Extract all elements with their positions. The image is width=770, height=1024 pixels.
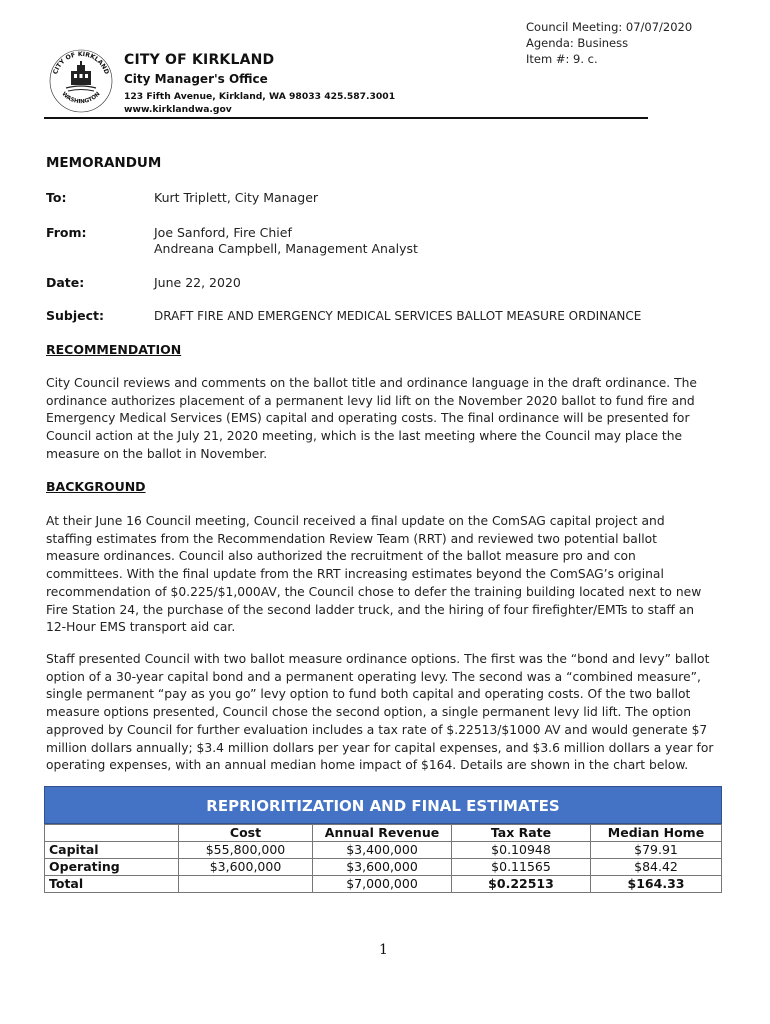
table-cell: $3,600,000 (179, 859, 313, 876)
table-cell: $164.33 (591, 876, 722, 893)
table-cell: $0.11565 (452, 859, 591, 876)
table-cell: $3,600,000 (313, 859, 452, 876)
header-divider (44, 117, 648, 119)
from-line-1: Joe Sanford, Fire Chief (154, 225, 292, 240)
table-header-row (45, 825, 722, 842)
subject-label: Subject: (46, 308, 104, 323)
table-row (45, 876, 722, 893)
city-name: CITY OF KIRKLAND (124, 52, 275, 68)
table-cell: $0.22513 (452, 876, 591, 893)
table-cell: $55,800,000 (179, 842, 313, 859)
table-cell: Capital (45, 842, 179, 859)
background-heading: BACKGROUND (46, 479, 146, 494)
recommendation-heading: RECOMMENDATION (46, 342, 182, 357)
estimates-table (44, 786, 722, 893)
table-cell: Total (45, 876, 179, 893)
table-cell: $84.42 (591, 859, 722, 876)
table-cell: $0.10948 (452, 842, 591, 859)
table-cell: $3,400,000 (313, 842, 452, 859)
seal-bottom-text: WASHINGTON (60, 91, 102, 106)
seal-top-text: CITY OF KIRKLAND (52, 50, 110, 76)
table-cell: $79.91 (591, 842, 722, 859)
table-cell: $7,000,000 (313, 876, 452, 893)
table-cell: Operating (45, 859, 179, 876)
agenda-item: Item #: 9. c. (526, 52, 598, 66)
date-value: June 22, 2020 (154, 275, 241, 290)
meeting-info (526, 19, 692, 67)
table-cell (179, 876, 313, 893)
page-number: 1 (379, 942, 388, 958)
table-header-cell: Annual Revenue (313, 825, 452, 842)
office-name: City Manager's Office (124, 72, 268, 86)
from-label: From: (46, 225, 87, 240)
table-header-cell: Tax Rate (452, 825, 591, 842)
background-paragraph-1: At their June 16 Council meeting, Council received a final update on the ComSAG capital project and staffing estimates from the Recommendation Review Team (RRT) and reviewed two potential ballot measure ordinances. Council also authorized the recruitment of the ballot measure pro and con committees. With the final update from the RRT increasing estimates beyond the ComSAG’s original recommendation of $0.225/$1,000AV, the Council chose to defer the training building located next to new Fire Station 24, the purchase of the second ladder truck, and the hiring of four firefighter/EMTs to staff an 12-Hour EMS transport aid car. (46, 514, 702, 635)
address-block (124, 90, 395, 116)
date-label: Date: (46, 275, 85, 290)
svg-text:WASHINGTON (60, 91, 101, 105)
table-header-cell: Median Home (591, 825, 722, 842)
website: www.kirklandwa.gov (124, 104, 232, 115)
meeting-date: Council Meeting: 07/07/2020 (526, 20, 693, 34)
recommendation-text: City Council reviews and comments on the ballot title and ordinance language in the draft ordinance. The ordinance authorizes placement of a permanent levy lid lift on the November 2020 ballot to fund fire and Emergency Medical Services (EMS) capital and operating costs. The final ordinance will be presented for Council action at the July 21, 2020 meeting, which is the last meeting where the Council may place the measure on the ballot in November. (46, 376, 697, 461)
table-header-cell (45, 825, 179, 842)
subject-value: DRAFT FIRE AND EMERGENCY MEDICAL SERVICES BALLOT MEASURE ORDINANCE (154, 309, 642, 323)
table-row (45, 842, 722, 859)
memo-title: MEMORANDUM (46, 155, 162, 171)
agenda-type: Agenda: Business (526, 36, 629, 50)
table-row (45, 859, 722, 876)
address: 123 Fifth Avenue, Kirkland, WA 98033 425.587.3001 (124, 91, 396, 102)
table-header-cell: Cost (179, 825, 313, 842)
from-line-2: Andreana Campbell, Management Analyst (154, 241, 418, 256)
city-seal-logo (46, 44, 116, 114)
from-value (154, 225, 418, 257)
background-paragraph-2: Staff presented Council with two ballot measure ordinance options. The first was the “bond and levy” ballot option of a 30-year capital bond and a permanent operating levy. The second was a “combined measure”, single permanent “pay as you go” levy option to fund both capital and operating costs. Of the two ballot measure options presented, Council chose the second option, a single permanent levy lid lift. The option approved by Council for further evaluation includes a tax rate of $.22513/$1000 AV and would generate $7 million dollars annually; $3.4 million dollars per year for capital expenses, and $3.6 million dollars a year for operating expenses, with an annual median home impact of $164. Details are shown in the chart below. (46, 652, 714, 773)
to-value: Kurt Triplett, City Manager (154, 190, 319, 205)
to-label: To: (46, 190, 67, 205)
table-title: REPRIORITIZATION AND FINAL ESTIMATES (44, 786, 722, 824)
